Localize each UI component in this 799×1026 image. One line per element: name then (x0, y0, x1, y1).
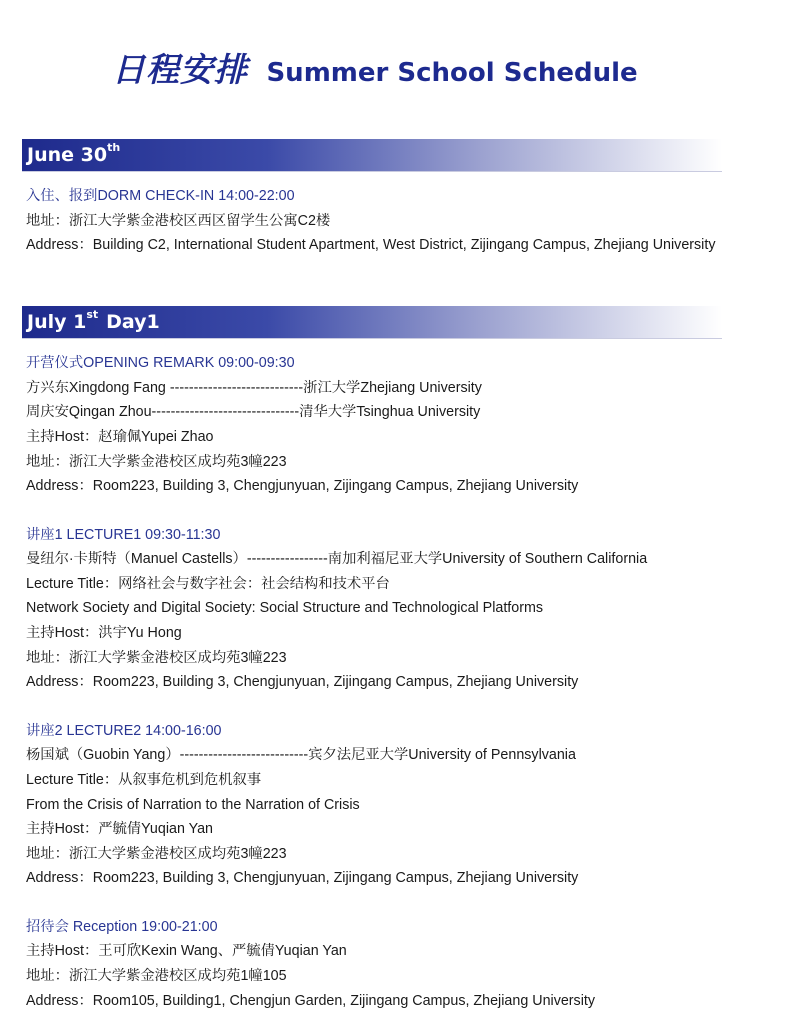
address-chinese: 地址：浙江大学紫金港校区成均苑3幢223 (26, 846, 287, 862)
section-day: Day1 (106, 311, 160, 333)
address-english: Address：Room105, Building1, Chengjun Garden, Zijingang Campus, Zhejiang University (26, 993, 595, 1009)
address-english: Address：Building C2, International Student Apartment, West District, Zijingang Campus, Zhejiang University (26, 237, 716, 253)
section-divider (22, 171, 722, 172)
event-heading-lecture-1: 讲座1 LECTURE1 09:30-11:30 (26, 527, 221, 543)
section-date-suffix: th (107, 140, 121, 154)
host-line: 主持Host：洪宇Yu Hong (26, 625, 182, 641)
address-chinese: 地址：浙江大学紫金港校区西区留学生公寓C2楼 (26, 213, 331, 229)
address-english: Address：Room223, Building 3, Chengjunyuan, Zijingang Campus, Zhejiang University (26, 674, 579, 690)
lecture-title-chinese: Lecture Title：网络社会与数字社会：社会结构和技术平台 (26, 576, 390, 592)
page-title (112, 44, 638, 91)
lecture-title-english: Network Society and Digital Society: Social Structure and Technological Platforms (26, 600, 544, 616)
lecture-title-chinese: Lecture Title：从叙事危机到危机叙事 (26, 772, 262, 788)
address-chinese: 地址：浙江大学紫金港校区成均苑3幢223 (26, 454, 287, 470)
section-header-june-30 (22, 139, 722, 171)
host-line: 主持Host：赵瑜佩Yupei Zhao (26, 429, 214, 445)
address-english: Address：Room223, Building 3, Chengjunyuan, Zijingang Campus, Zhejiang University (26, 870, 579, 886)
host-line: 主持Host：王可欣Kexin Wang、严毓倩Yuqian Yan (26, 943, 347, 959)
section-date: June 30 (27, 144, 108, 166)
event-heading-lecture-2: 讲座2 LECTURE2 14:00-16:00 (26, 723, 222, 739)
speaker-line: 方兴东Xingdong Fang ----------------------------浙江大学Zhejiang University (26, 380, 482, 396)
host-line: 主持Host：严毓倩Yuqian Yan (26, 821, 213, 837)
address-chinese: 地址：浙江大学紫金港校区成均苑1幢105 (26, 968, 287, 984)
section-date-suffix: st (86, 307, 99, 321)
page-title-english: Summer School Schedule (266, 58, 638, 88)
address-chinese: 地址：浙江大学紫金港校区成均苑3幢223 (26, 650, 287, 666)
section-divider (22, 338, 722, 339)
speaker-line: 周庆安Qingan Zhou-------------------------------清华大学Tsinghua University (26, 404, 481, 420)
event-heading-reception: 招待会 Reception 19:00-21:00 (26, 919, 218, 935)
event-heading-opening-remark: 开营仪式OPENING REMARK 09:00-09:30 (26, 355, 295, 371)
section-date: July 1 (27, 311, 87, 333)
speaker-line: 曼纽尔·卡斯特（Manuel Castells）-----------------南加利福尼亚大学University of Southern California (26, 551, 648, 567)
section-header-july-1 (22, 306, 722, 338)
address-english: Address：Room223, Building 3, Chengjunyuan, Zijingang Campus, Zhejiang University (26, 478, 579, 494)
page-title-chinese: 日程安排 (112, 50, 248, 89)
lecture-title-english: From the Crisis of Narration to the Narration of Crisis (26, 797, 360, 813)
event-heading-dorm-check-in: 入住、报到DORM CHECK-IN 14:00-22:00 (26, 188, 295, 204)
speaker-line: 杨国斌（Guobin Yang）---------------------------宾夕法尼亚大学University of Pennsylvania (26, 747, 576, 763)
